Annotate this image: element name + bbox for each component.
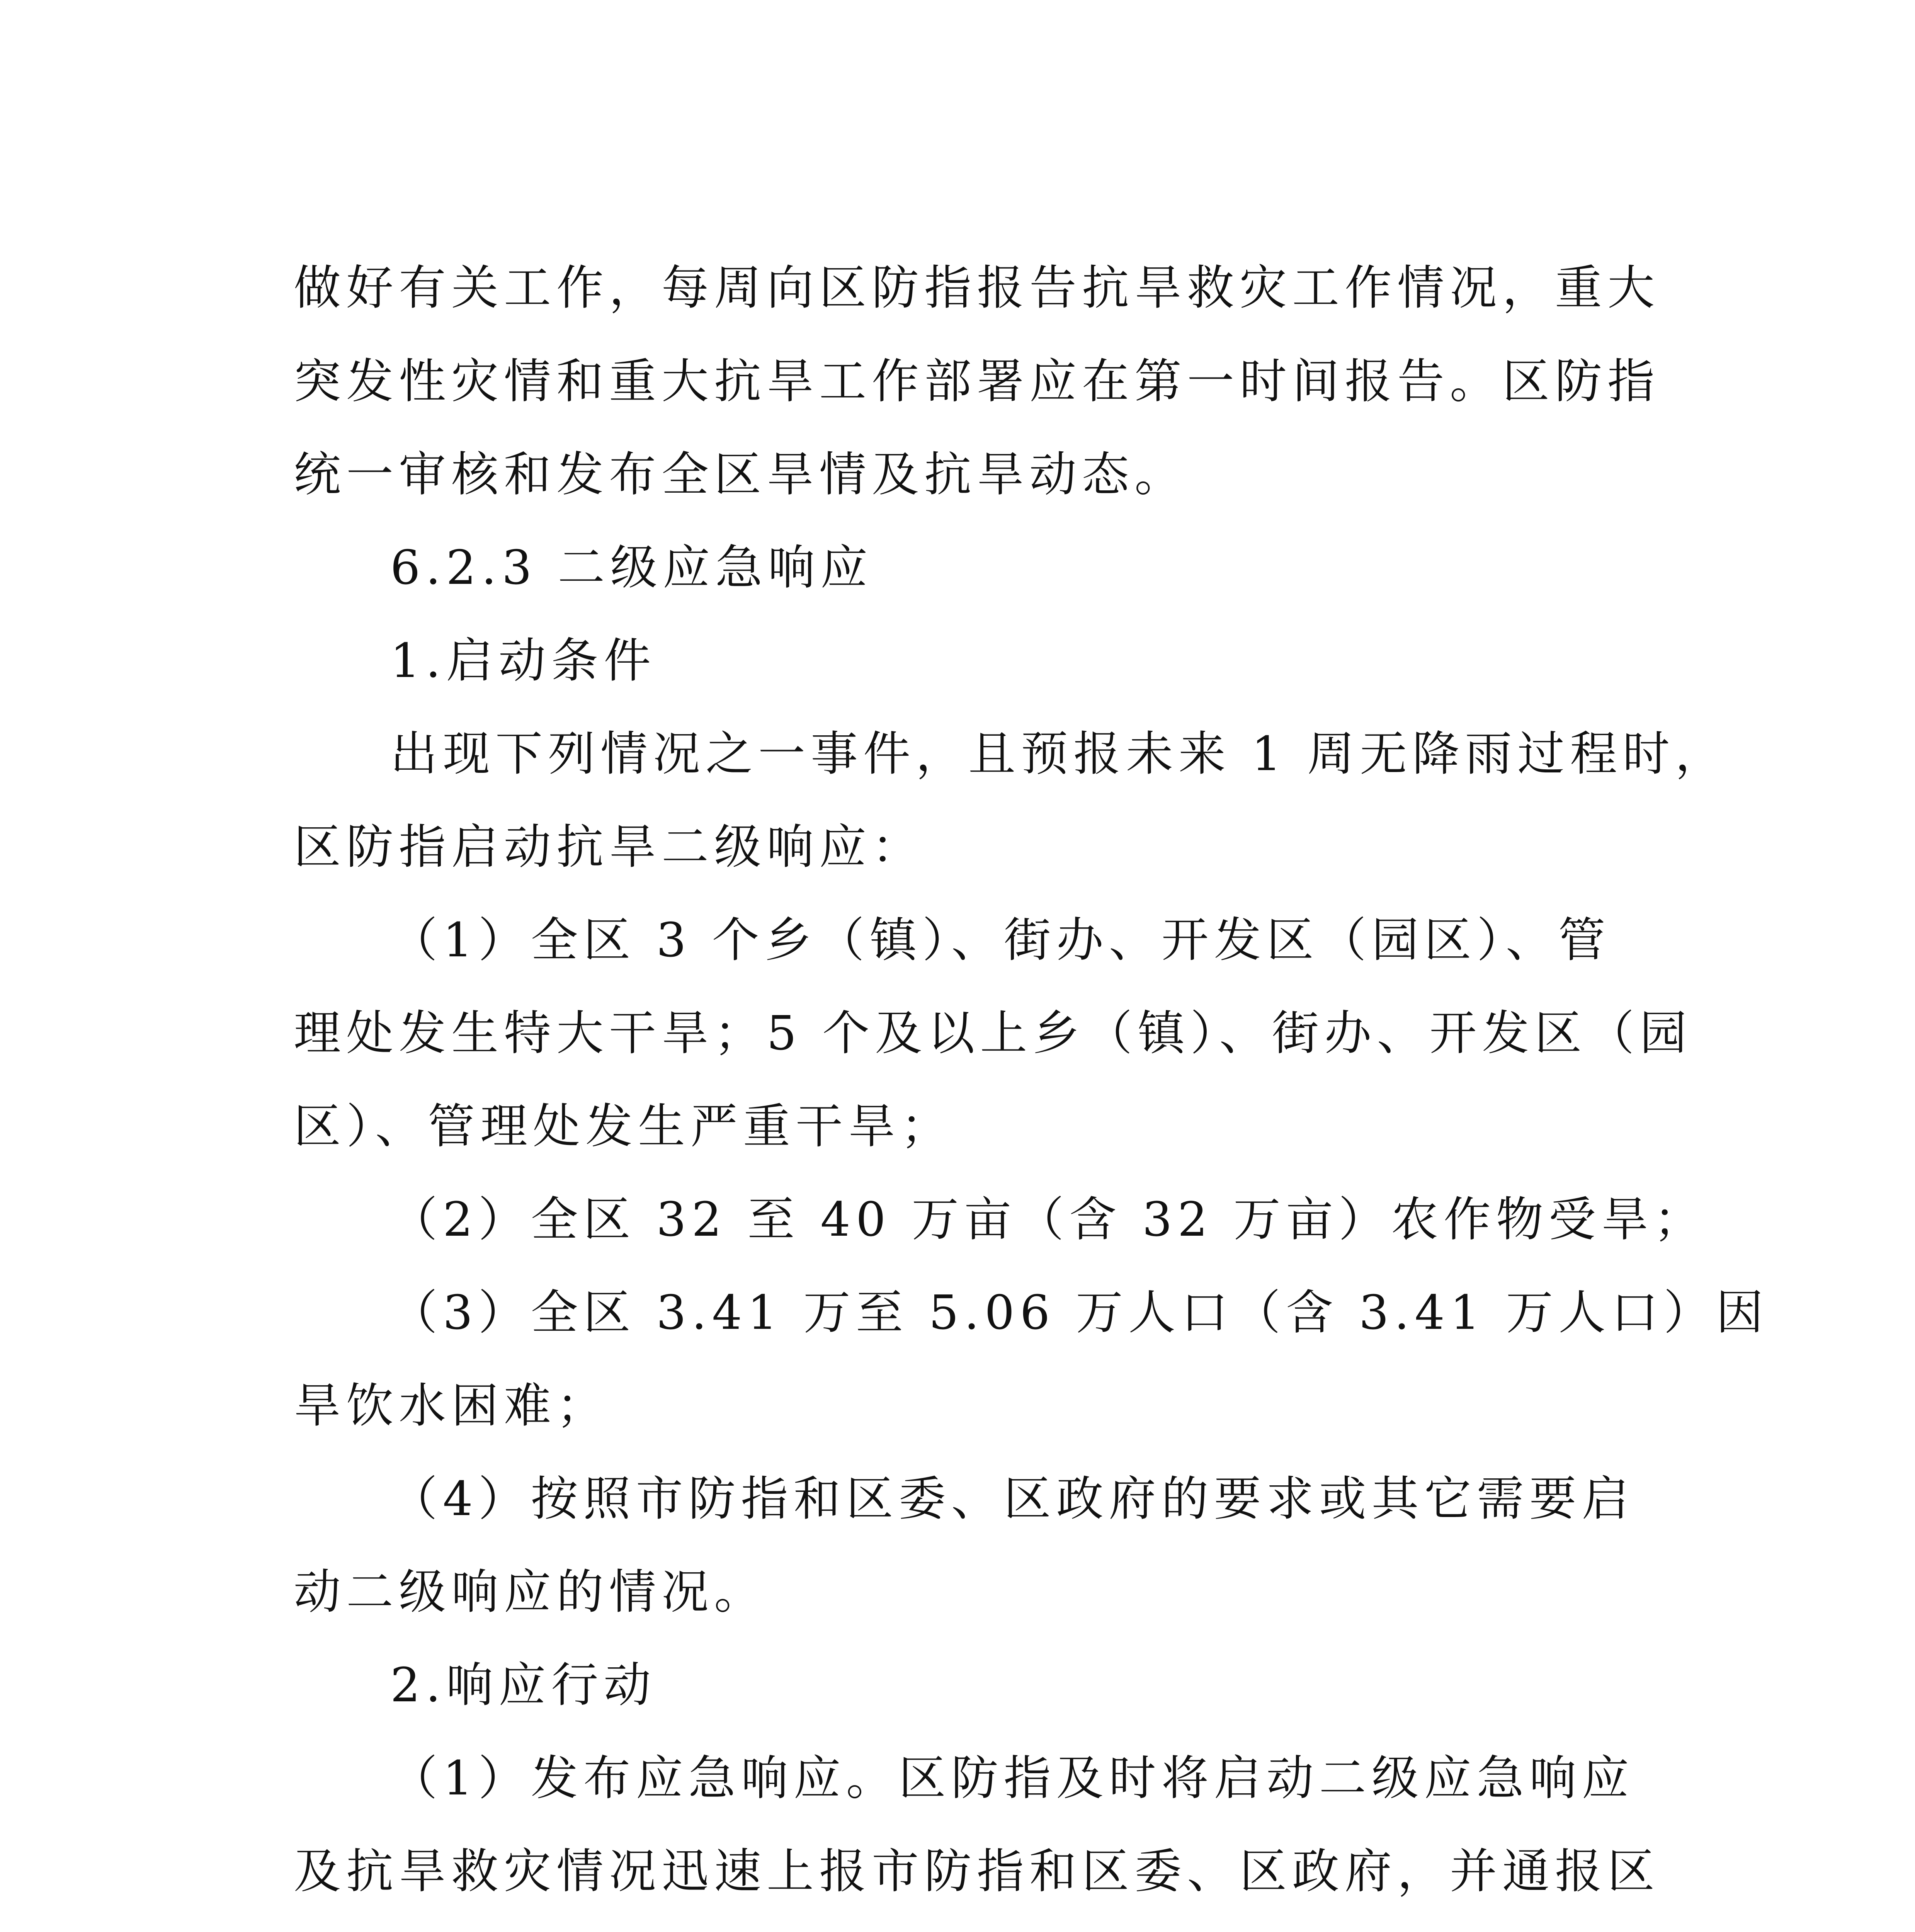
section-heading: 6.2.3 二级应急响应	[390, 540, 873, 595]
list-item-line: 动二级响应的情况。	[294, 1565, 767, 1619]
list-item-line: （1）全区 3 个乡（镇）、街办、开发区（园区）、管	[390, 913, 1611, 968]
body-text-line: 出现下列情况之一事件，且预报未来 1 周无降雨过程时，	[390, 726, 1728, 781]
list-item-line: （4）按照市防指和区委、区政府的要求或其它需要启	[390, 1471, 1634, 1526]
body-text-line: 突发性灾情和重大抗旱工作部署应在第一时间报告。区防指	[294, 354, 1660, 409]
body-text-line: 做好有关工作，每周向区防指报告抗旱救灾工作情况，重大	[294, 260, 1660, 315]
body-text-line: 区防指启动抗旱二级响应：	[294, 820, 924, 874]
list-item-line: 旱饮水困难；	[294, 1378, 609, 1433]
list-item-line: （2）全区 32 至 40 万亩（含 32 万亩）农作物受旱；	[390, 1192, 1707, 1247]
list-item-line: 区）、管理处发生严重干旱；	[294, 1099, 953, 1154]
body-text-line: 及抗旱救灾情况迅速上报市防指和区委、区政府，并通报区	[294, 1844, 1660, 1899]
body-text-line: 统一审核和发布全区旱情及抗旱动态。	[294, 447, 1187, 502]
body-text-line: （1）发布应急响应。区防指及时将启动二级应急响应	[390, 1751, 1634, 1806]
subsection-heading: 2.响应行动	[390, 1658, 656, 1713]
subsection-heading: 1.启动条件	[390, 633, 656, 688]
list-item-line: （3）全区 3.41 万至 5.06 万人口（含 3.41 万人口）因	[390, 1285, 1769, 1340]
list-item-line: 理处发生特大干旱；5 个及以上乡（镇）、街办、开发区（园	[294, 1006, 1692, 1061]
